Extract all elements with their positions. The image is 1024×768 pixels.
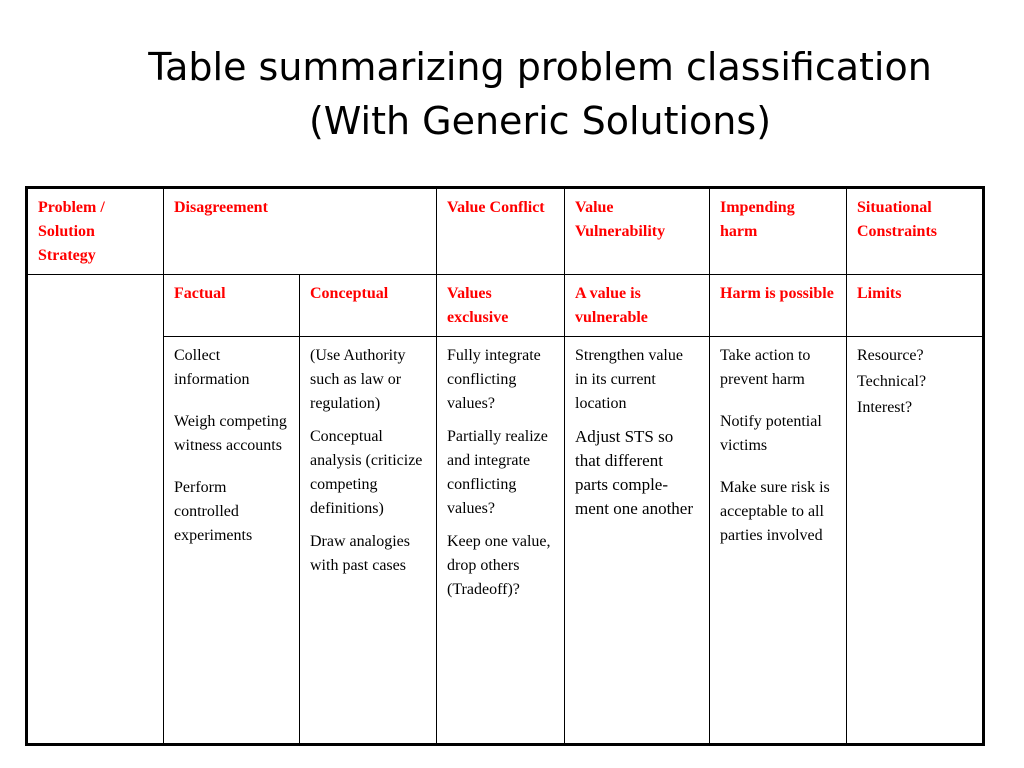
subheader-cell-values-exclusive: Values exclusive — [437, 275, 565, 337]
solution-item: Draw analogies with past cases — [310, 533, 410, 574]
header-row-subtypes — [27, 275, 984, 337]
header-cell-impending-harm: Impending harm — [710, 188, 847, 275]
solution-item: Interest? — [857, 399, 913, 416]
subheader-cell-harm-possible: Harm is possible — [710, 275, 847, 337]
title-line-1: Table summarizing problem classification — [148, 45, 932, 89]
subheader-cell-limits: Limits — [847, 275, 984, 337]
solution-item: Perform controlled experiments — [174, 479, 253, 544]
solution-item: Strengthen value in its current location — [575, 347, 683, 412]
slide-title — [80, 40, 1000, 148]
solution-item: Resource? — [857, 347, 924, 364]
solution-item: Adjust STS so that different parts comple-ment one another — [575, 427, 694, 518]
solutions-cell-values-exclusive — [437, 337, 565, 745]
solutions-cell-limits — [847, 337, 984, 745]
subheader-cell-factual: Factual — [164, 275, 300, 337]
solutions-row — [27, 337, 984, 745]
header-cell-strategy: Problem / Solution Strategy — [27, 188, 164, 275]
subheader-cell-value-vulnerable: A value is vulnerable — [565, 275, 710, 337]
solutions-cell-conceptual — [300, 337, 437, 745]
header-cell-situational-constraints: Situational Constraints — [847, 188, 984, 275]
solution-item: (Use Authority such as law or regulation) — [310, 347, 406, 412]
header-cell-disagreement: Disagreement — [164, 188, 437, 275]
classification-table — [25, 186, 985, 746]
solution-item: Keep one value, drop others (Tradeoff)? — [447, 533, 551, 598]
solution-item: Technical? — [857, 373, 927, 390]
solution-item: Fully integrate conflicting values? — [447, 347, 541, 412]
title-line-2: (With Generic Solutions) — [308, 99, 772, 143]
header-cell-value-conflict: Value Conflict — [437, 188, 565, 275]
solutions-cell-harm-possible — [710, 337, 847, 745]
solution-item: Collect information — [174, 347, 250, 388]
solutions-cell-value-vulnerable — [565, 337, 710, 745]
solutions-cell-factual — [164, 337, 300, 745]
solution-item: Make sure risk is acceptable to all parties involved — [720, 479, 830, 544]
solution-item: Partially realize and integrate conflicting values? — [447, 428, 548, 517]
solution-item: Notify potential victims — [720, 413, 822, 454]
solution-item: Weigh competing witness accounts — [174, 413, 287, 454]
header-cell-value-vulnerability: Value Vulnerability — [565, 188, 710, 275]
strategy-column-empty-cell — [27, 275, 164, 745]
solution-item: Conceptual analysis (criticize competing definitions) — [310, 428, 423, 517]
solution-item: Take action to prevent harm — [720, 347, 811, 388]
subheader-cell-conceptual: Conceptual — [300, 275, 437, 337]
header-row-categories — [27, 188, 984, 275]
